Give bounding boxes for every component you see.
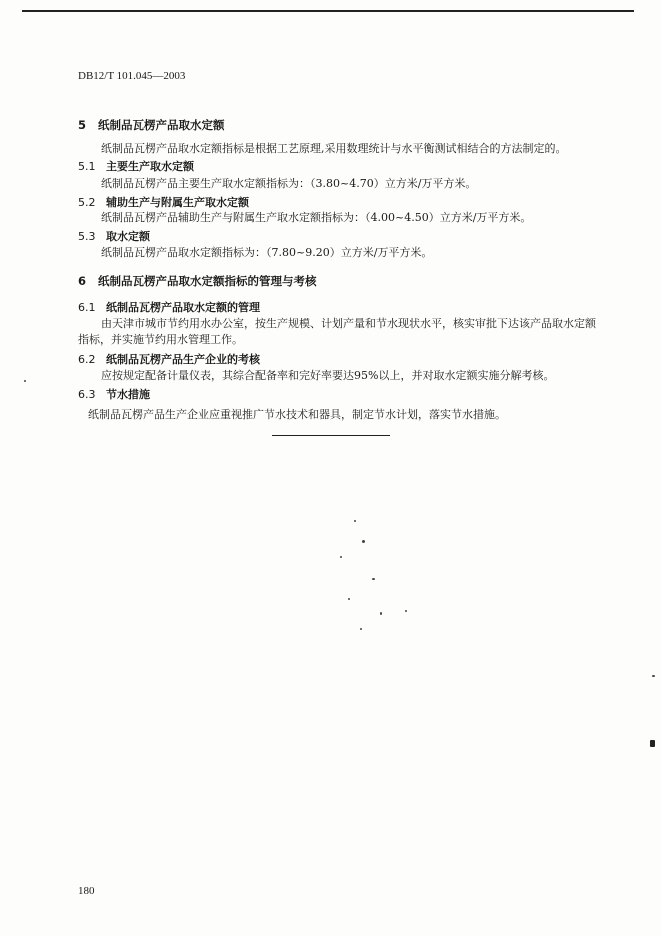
scan-speck — [405, 610, 407, 612]
section-5-2-body: 纸制品瓦楞产品辅助生产与附属生产取水定额指标为：（4.00~4.50）立方米/万平方米。 — [101, 211, 532, 224]
scan-speck — [354, 520, 356, 522]
section-5-3-heading — [78, 228, 150, 244]
section-5-3-number: 5.3 — [78, 230, 96, 243]
section-6-1-number: 6.1 — [78, 301, 96, 314]
scan-speck — [360, 628, 362, 630]
section-6-3-title: 节水措施 — [106, 388, 150, 401]
scan-speck — [340, 556, 342, 558]
section-5-2-heading — [78, 194, 249, 210]
section-6-1-body-line-1: 由天津市城市节约用水办公室，按生产规模、计划产量和节水现状水平，核实审批下达该产品取水定额 — [101, 317, 596, 330]
section-6-2-title: 纸制品瓦楞产品生产企业的考核 — [106, 353, 260, 366]
section-6-1-body-line-2: 指标，并实施节约用水管理工作。 — [78, 333, 243, 346]
section-5-body: 纸制品瓦楞产品取水定额指标是根据工艺原理,采用数理统计与水平衡测试相结合的方法制定的。 — [101, 142, 567, 155]
scan-speck — [652, 675, 655, 677]
scan-speck — [24, 380, 26, 382]
section-6-title: 纸制品瓦楞产品取水定额指标的管理与考核 — [98, 274, 317, 288]
section-6-3-number: 6.3 — [78, 388, 96, 401]
section-6-3-body: 纸制品瓦楞产品生产企业应重视推广节水技术和器具，制定节水计划，落实节水措施。 — [88, 408, 506, 421]
section-5-1-body: 纸制品瓦楞产品主要生产取水定额指标为：（3.80~4.70）立方米/万平方米。 — [101, 177, 477, 190]
section-6-2-number: 6.2 — [78, 353, 96, 366]
section-5-heading — [78, 117, 225, 133]
section-6-2-body: 应按规定配备计量仪表，其综合配备率和完好率要达95%以上，并对取水定额实施分解考核。 — [101, 369, 555, 382]
section-5-1-heading — [78, 158, 194, 174]
scan-speck — [380, 612, 382, 615]
scan-speck — [372, 578, 375, 580]
section-6-1-title: 纸制品瓦楞产品取水定额的管理 — [106, 301, 260, 314]
section-6-number: 6 — [78, 274, 87, 288]
section-5-1-title: 主要生产取水定额 — [106, 160, 194, 173]
page-number: 180 — [78, 885, 95, 897]
section-5-3-body: 纸制品瓦楞产品取水定额指标为：（7.80~9.20）立方米/万平方米。 — [101, 246, 433, 259]
section-5-3-title: 取水定额 — [106, 230, 150, 243]
document-code: DB12/T 101.045—2003 — [78, 70, 186, 82]
section-5-title: 纸制品瓦楞产品取水定额 — [98, 118, 225, 132]
end-rule — [272, 435, 390, 436]
section-5-2-number: 5.2 — [78, 196, 96, 209]
section-6-heading — [78, 273, 317, 289]
section-6-1-heading — [78, 299, 260, 315]
section-5-number: 5 — [78, 118, 87, 132]
top-rule — [22, 10, 634, 12]
section-6-2-heading — [78, 351, 260, 367]
section-5-1-number: 5.1 — [78, 160, 96, 173]
section-6-3-heading — [78, 386, 150, 402]
scan-speck — [650, 740, 655, 747]
scan-speck — [362, 540, 365, 543]
scan-speck — [348, 598, 350, 600]
section-5-2-title: 辅助生产与附属生产取水定额 — [106, 196, 249, 209]
